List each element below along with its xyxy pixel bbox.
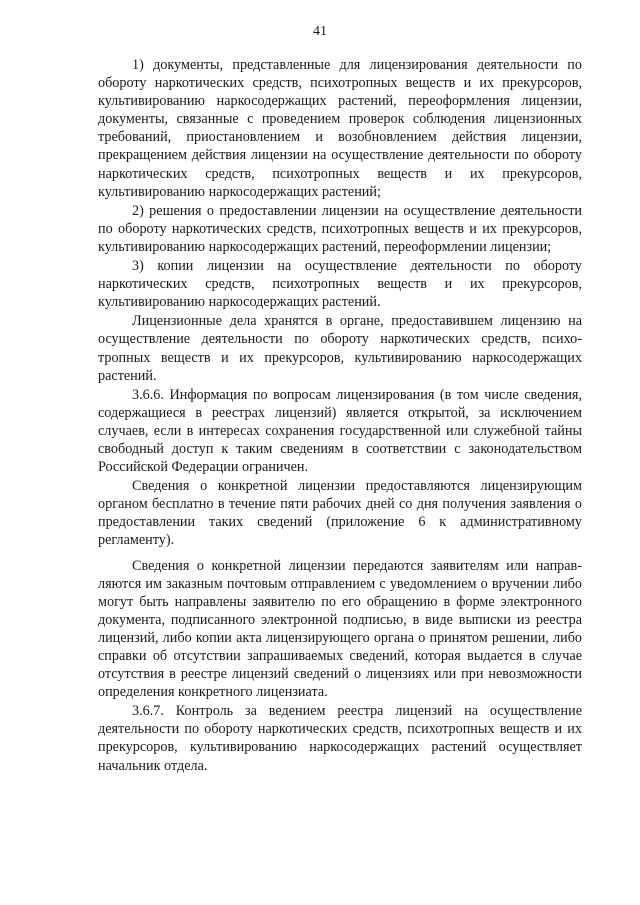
page-number: 41 xyxy=(313,24,327,39)
paragraph-list-item-2: 2) решения о предоставлении лицензии на осуществление деятельности по обороту наркотических средств, психотропных веществ и их прекурсоров, культивированию наркосодержащих растений, переоформлении лицензии; xyxy=(98,202,582,255)
paragraph-section-3-6-6: 3.6.6. Информация по вопросам лицензирования (в том числе сведения, содержащиеся в реестрах лицензий) является открытой, за исключением случаев, если в интересах сохранения государственной или служебной тайны свободный доступ к таким сведениям в соответствии с законодательством Российской Федерации ограничен. xyxy=(98,386,582,476)
paragraph-license-info-free: Сведения о конкретной лицензии предоставляются лицензирующим органом бесплатно в течение пяти рабочих дней со дня получения заявления о предоставлении таких сведений (приложение 6 к административному регламенту). xyxy=(98,478,582,549)
paragraph-license-info-delivery: Сведения о конкретной лицензии передаются заявителям или направляются им заказным почтовым отправлением с уведомлением о вручении либо могут быть направлены заявителю по его обращению в форме электронного документа, подписанного электронной подписью, в виде выписки из реестра лицензий, либо копии акта лицензирующего органа о принятом решении, либо справки об отсутствии запрашиваемых сведений, которая выдается в случае отсутствия в реестре лицензий сведений о лицензиях или при невозможности определения конкретного лицензиата. xyxy=(98,557,582,701)
paragraph-list-item-1: 1) документы, представленные для лицензирования деятельности по обороту наркотических средств, психотропных веществ и их прекурсоров, культивированию наркосодержащих растений, переоформления лицензии, документы, связанные с проведением проверок соблюдения лицензионных требований, приостановлением и возобновлением действия лицензии, прекращением действия лицензии на осуществление деятельности по обороту наркотических средств, психотропных веществ и их прекурсоров, культивированию наркосодержащих растений; xyxy=(98,57,582,200)
paragraph-section-3-6-7: 3.6.7. Контроль за ведением реестра лицензий на осуществление деятельности по обороту наркотических средств, психотропных веществ и их прекурсоров, культивированию наркосодержащих растений осуществляет начальник отдела. xyxy=(98,703,582,774)
paragraph-license-files: Лицензионные дела хранятся в органе, предоставившем лицензию на осуществление деятельности по обороту наркотических средств, психотропных веществ и их прекурсоров, культивированию наркосодержащих растений. xyxy=(98,313,582,384)
document-body xyxy=(98,56,582,776)
paragraph-list-item-3: 3) копии лицензии на осуществление деятельности по обороту наркотических средств, психотропных веществ и их прекурсоров, культивированию наркосодержащих растений. xyxy=(98,258,582,311)
